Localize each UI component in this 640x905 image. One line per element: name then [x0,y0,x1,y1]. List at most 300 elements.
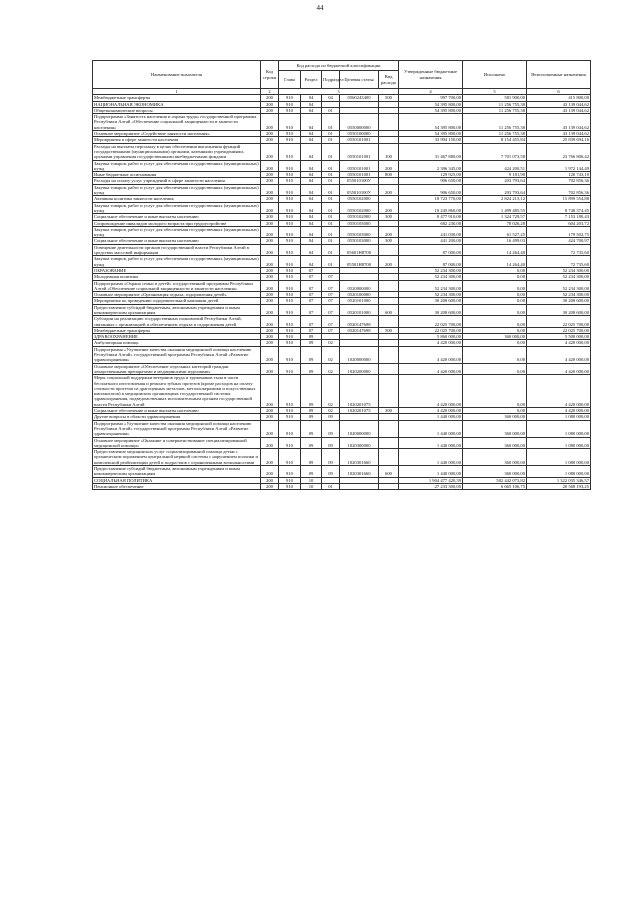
row-executed: 360 000,00 [463,334,527,340]
row-expense-type: 100 [379,143,399,160]
column-index: 5 [463,89,527,95]
row-code: 200 [261,414,279,420]
row-code: 200 [261,238,279,244]
row-podrazdel: 02 [322,363,340,375]
row-executed: 2 824 215,12 [463,196,527,202]
row-target-item: 0520147698 [340,316,379,328]
row-glava: 910 [279,414,301,420]
row-executed: 61 527,25 [463,226,527,238]
row-approved: 1 440 000,00 [399,414,463,420]
row-target-item: 0550102000 [340,214,379,220]
row-unexecuted: 43 139 044,62 [527,114,591,131]
row-razdel: 04 [301,101,322,107]
row-glava: 910 [279,114,301,131]
row-glava: 910 [279,172,301,178]
row-target-item: 0520100000 [340,292,379,298]
row-razdel: 10 [301,483,322,489]
row-name: Другие вопросы в области здравоохранения [93,414,261,420]
row-unexecuted: 43 139 044,62 [527,131,591,137]
table-row [93,244,591,256]
row-razdel: 04 [301,172,322,178]
row-executed: 360 000,00 [463,414,527,420]
row-razdel: 09 [301,334,322,340]
row-razdel: 04 [301,214,322,220]
row-name: Амбулаторная помощь [93,340,261,346]
row-podrazdel: 07 [322,292,340,298]
table-row [93,202,591,214]
row-code: 200 [261,143,279,160]
row-podrazdel: 01 [322,137,340,143]
row-razdel: 07 [301,316,322,328]
row-approved: 4 420 000,00 [399,363,463,375]
row-executed: 0,00 [463,375,527,408]
row-glava: 910 [279,137,301,143]
row-podrazdel: 09 [322,466,340,478]
row-podrazdel: 09 [322,420,340,437]
row-expense-type: 500 [379,327,399,333]
row-expense-type [379,363,399,375]
row-glava: 910 [279,160,301,172]
row-unexecuted: 415 800,00 [527,95,591,101]
row-target-item: 0550101001 [340,160,379,172]
row-podrazdel: 07 [322,304,340,316]
row-target-item: 1020200000 [340,363,379,375]
row-approved: 4 420 000,00 [399,340,463,346]
row-expense-type: 500 [379,95,399,101]
row-razdel: 04 [301,160,322,172]
row-code: 200 [261,420,279,437]
row-unexecuted: 15 899 554,88 [527,196,591,202]
row-unexecuted: 43 139 044,62 [527,107,591,113]
row-unexecuted: 1 972 144,49 [527,160,591,172]
row-target-item: 0550101001 [340,143,379,160]
row-podrazdel: 01 [322,202,340,214]
row-razdel: 04 [301,143,322,160]
row-podrazdel: 09 [322,449,340,466]
row-expense-type: 200 [379,184,399,196]
row-razdel: 04 [301,184,322,196]
row-approved: 33 994 150,00 [399,137,463,143]
row-razdel: 04 [301,238,322,244]
row-approved: 906 650,00 [399,178,463,184]
row-unexecuted: 23 766 806,42 [527,143,591,160]
row-unexecuted: 5 500 000,00 [527,334,591,340]
row-code: 200 [261,483,279,489]
row-razdel: 04 [301,196,322,202]
row-unexecuted: 604 203,72 [527,220,591,226]
row-approved: 30 208 600,00 [399,298,463,304]
row-unexecuted: 4 420 000,00 [527,375,591,408]
row-glava: 910 [279,483,301,489]
table-row [93,160,591,172]
table-row [93,114,591,131]
row-expense-type [379,483,399,489]
row-code: 200 [261,363,279,375]
row-glava: 910 [279,196,301,202]
row-approved: 1 440 000,00 [399,420,463,437]
row-approved: 54 395 800,00 [399,131,463,137]
row-podrazdel: 02 [322,408,340,414]
header-glava: Глава [279,71,301,89]
row-code: 200 [261,449,279,466]
row-name: Подпрограмма «Улучшение качества оказания медицинской помощи населению Республики Алтай» государственной программы Республики Алтай «Развитие здравоохранения» [93,346,261,363]
row-code: 200 [261,274,279,280]
row-glava: 910 [279,101,301,107]
table-row [93,437,591,449]
row-expense-type: 300 [379,408,399,414]
row-razdel: 07 [301,327,322,333]
row-razdel: 07 [301,267,322,273]
row-name: Межбюджетные трансферты [93,95,261,101]
row-name: СОЦИАЛЬНАЯ ПОЛИТИКА [93,477,261,483]
row-executed: 360 000,00 [463,420,527,437]
row-glava: 910 [279,316,301,328]
budget-execution-table [92,60,591,490]
row-razdel: 10 [301,477,322,483]
row-code: 200 [261,327,279,333]
table-row [93,304,591,316]
row-razdel: 04 [301,256,322,268]
row-glava: 910 [279,131,301,137]
row-razdel: 07 [301,298,322,304]
header-unexecuted: Неисполненные назначения [527,61,591,89]
row-glava: 910 [279,375,301,408]
row-glava: 910 [279,292,301,298]
row-name: Подпрограмма «Улучшение качества оказания медицинской помощи населению Республики Алтай» государственной программы Республики Алтай «Развитие здравоохранения» [93,420,261,437]
row-name: Закупка товаров, работ и услуг для обеспечения государственных (муниципальных) нужд [94,226,259,238]
row-unexecuted: 1 080 000,00 [527,420,591,437]
table-row [93,143,591,160]
row-unexecuted: 1 080 000,00 [527,414,591,420]
row-expense-type: 300 [379,238,399,244]
row-executed: 0,00 [463,340,527,346]
row-code: 200 [261,375,279,408]
row-code: 200 [261,196,279,202]
row-executed: 0,00 [463,267,527,273]
row-target-item: 05501Н8700 [340,256,379,268]
row-razdel: 07 [301,274,322,280]
table-row [93,466,591,478]
row-podrazdel: 01 [322,131,340,137]
row-executed: 0,00 [463,327,527,333]
row-glava: 910 [279,95,301,101]
row-unexecuted: 72 735,60 [527,256,591,268]
row-target-item: 1020301660 [340,466,379,478]
row-executed: 78 026,28 [463,220,527,226]
row-expense-type: 200 [379,226,399,238]
row-unexecuted: 20 568 193,25 [527,483,591,489]
row-unexecuted: 1 080 000,00 [527,466,591,478]
row-expense-type: 600 [379,466,399,478]
row-razdel: 09 [301,414,322,420]
row-expense-type: 200 [379,256,399,268]
row-glava: 910 [279,267,301,273]
row-unexecuted: 4 420 000,00 [527,346,591,363]
row-executed: 0,00 [463,346,527,363]
row-glava: 910 [279,280,301,292]
row-glava: 910 [279,304,301,316]
row-code: 200 [261,304,279,316]
row-target-item: 0520101000 [340,298,379,304]
table-row [93,375,591,408]
row-approved: 22 025 700,00 [399,316,463,328]
row-glava: 910 [279,340,301,346]
row-approved: 52 234 300,00 [399,267,463,273]
row-approved: 2 396 345,00 [399,160,463,172]
row-unexecuted: 25 839 694,16 [527,137,591,143]
row-approved: 4 420 000,00 [399,408,463,414]
row-razdel: 09 [301,340,322,346]
row-podrazdel: 01 [322,184,340,196]
row-podrazdel: 09 [322,437,340,449]
row-code: 200 [261,226,279,238]
row-executed: 0,00 [463,298,527,304]
row-name: Подпрограмма «Охрана семьи и детей» государственной программы Республики Алтай «Обеспечение социальной защищенности и занятости населения» [93,280,261,292]
table-row [93,346,591,363]
row-podrazdel: 02 [322,346,340,363]
row-code: 200 [261,466,279,478]
row-name: Иные бюджетные ассигнования [93,172,261,178]
row-name: Подпрограмма «Занятость населения и охрана труда» государственной программы Республики Алтай «Обеспечение социальной защищенности и занятости населения» [93,114,261,131]
row-razdel: 09 [301,466,322,478]
row-podrazdel: 07 [322,327,340,333]
table-row [93,316,591,328]
row-name: ЗДРАВООХРАНЕНИЕ [93,334,261,340]
row-code: 200 [261,202,279,214]
row-code: 200 [261,95,279,101]
row-name: ОБРАЗОВАНИЕ [93,267,261,273]
row-target-item: 0550100000 [340,131,379,137]
row-executed: 203 793,64 [463,184,527,196]
table-body [93,95,591,490]
column-index: 1 [93,89,261,95]
row-unexecuted: 52 234 300,00 [527,267,591,273]
row-executed: 11 256 755,38 [463,101,527,107]
row-approved: 1 440 000,00 [399,449,463,466]
row-target-item: 0520101000 [340,304,379,316]
row-razdel: 07 [301,280,322,292]
row-podrazdel: 02 [322,375,340,408]
row-unexecuted: 52 234 300,00 [527,292,591,298]
row-glava: 910 [279,477,301,483]
row-name: Меры социальной поддержки ветеранов труда и тружеников тыла в части бесплатного изготовления и ремонта зубных протезов (кроме расходов на оплату стоимости протезов из драгоценных металлов, металлокерамики и искусственных имплантатов) в медицинских организациях государственной системы здравоохранения, подведомственных исполнительным органам государственной власти Республики Алтай [93,375,261,408]
row-approved: 52 234 300,00 [399,274,463,280]
row-podrazdel: 09 [322,414,340,420]
row-executed: 16 499,03 [463,238,527,244]
table-header [93,61,591,95]
row-glava: 910 [279,178,301,184]
header-expense-type: Вид расхода [379,71,399,89]
row-code: 200 [261,178,279,184]
row-expense-type [379,449,399,466]
row-executed: 582 442 073,82 [463,477,527,483]
row-podrazdel: 01 [322,178,340,184]
row-unexecuted: 8 746 374,45 [527,202,591,214]
row-approved: 27 233 300,00 [399,483,463,489]
row-podrazdel: 01 [322,483,340,489]
row-glava: 910 [279,214,301,220]
row-podrazdel: 01 [322,238,340,244]
row-name: Предоставление медицинских услуг социализированной помощи детям с органическим поражением центральной нервной системы с нарушением психики и комплексной реабилитации детей и подростков с ограниченными возможностями [93,449,261,466]
row-target-item: 0550102000 [340,196,379,202]
header-budget-code: Код расхода по бюджетной классификации [279,61,399,71]
row-target-item: 0520147698 [340,327,379,333]
row-name: Мероприятия в сфере занятости населения [93,137,261,143]
row-executed: 9 181,90 [463,172,527,178]
header-approved: Утвержденные бюджетные назначения [399,61,463,89]
row-podrazdel: 01 [322,143,340,160]
row-target-item: 0550102000 [340,202,379,214]
row-unexecuted: 4 420 000,00 [527,363,591,375]
row-name: Основное мероприятие «Организация отдыха, оздоровления детей» [93,292,261,298]
row-name: Мероприятия по проведению оздоровительной кампании детей [93,298,261,304]
row-approved: 906 650,00 [399,184,463,196]
row-razdel: 04 [301,131,322,137]
row-unexecuted: 424 700,97 [527,238,591,244]
row-expense-type [379,114,399,131]
row-podrazdel: 01 [322,196,340,202]
row-name: Пенсионное обеспечение [93,483,261,489]
row-razdel: 07 [301,292,322,298]
row-razdel: 04 [301,114,322,131]
row-expense-type [379,346,399,363]
row-glava: 910 [279,244,301,256]
table-row [93,256,591,268]
row-target-item: 1020201075 [340,375,379,408]
row-code: 200 [261,220,279,226]
row-approved: 18 723 770,00 [399,196,463,202]
row-glava: 910 [279,408,301,414]
row-approved: 10 245 860,00 [399,202,463,214]
row-executed: 14 264,40 [463,244,527,256]
row-expense-type [379,375,399,408]
row-razdel: 09 [301,437,322,449]
row-approved: 997 700,00 [399,95,463,101]
row-target-item: 0550103000 [340,220,379,226]
row-approved: 441 200,00 [399,238,463,244]
row-razdel: 04 [301,202,322,214]
row-razdel: 04 [301,137,322,143]
row-code: 200 [261,408,279,414]
row-razdel: 04 [301,220,322,226]
row-code: 200 [261,477,279,483]
row-expense-type: 300 [379,214,399,220]
row-unexecuted: 1 080 000,00 [527,449,591,466]
row-expense-type [379,437,399,449]
row-code: 200 [261,244,279,256]
row-glava: 910 [279,346,301,363]
row-razdel: 04 [301,178,322,184]
row-code: 200 [261,298,279,304]
row-target-item: 055010100У [340,184,379,196]
row-code: 200 [261,256,279,268]
row-code: 200 [261,280,279,292]
row-code: 200 [261,131,279,137]
row-razdel: 04 [301,226,322,238]
row-name: Основное мероприятие «Обеспечение отдельных категорий граждан лекарственными препаратами и медицинскими изделиями» [93,363,261,375]
row-podrazdel: 01 [322,256,340,268]
row-podrazdel: 01 [322,244,340,256]
row-name: Субсидии на реализацию государственных полномочий Республики Алтай, связанных с организацией и обеспечением отдыха и оздоровления детей [93,316,261,328]
row-approved: 8 477 910,00 [399,214,463,220]
row-executed: 203 793,64 [463,178,527,184]
row-razdel: 07 [301,304,322,316]
row-approved: 682 230,00 [399,220,463,226]
row-podrazdel: 01 [322,172,340,178]
row-glava: 910 [279,437,301,449]
header-razdel: Раздел [301,71,322,89]
row-name: Закупка товаров, работ и услуг для обеспечения государственных (муниципальных) нужд [94,184,259,196]
row-name: Закупка товаров, работ и услуг для обеспечения государственных (муниципальных) нужд [94,256,259,267]
header-podrazdel: Подраздел [322,71,340,89]
row-unexecuted: 7 153 180,43 [527,214,591,220]
row-razdel: 09 [301,375,322,408]
table-row [93,449,591,466]
row-code: 200 [261,437,279,449]
row-approved: 31 467 880,00 [399,143,463,160]
row-expense-type [379,420,399,437]
row-expense-type: 800 [379,172,399,178]
row-executed: 0,00 [463,304,527,316]
row-approved: 22 025 700,00 [399,327,463,333]
row-name: Молодежная политика [93,274,261,280]
row-glava: 910 [279,226,301,238]
row-executed: 0,00 [463,292,527,298]
table-row [93,420,591,437]
row-expense-type [379,280,399,292]
row-glava: 910 [279,256,301,268]
row-target-item: 0550000000 [340,114,379,131]
row-unexecuted: 43 139 044,62 [527,101,591,107]
table-row [93,226,591,238]
row-target-item: 0520000000 [340,280,379,292]
column-index: 6 [527,89,591,95]
row-target-item: 1020301660 [340,449,379,466]
row-executed: 0,00 [463,316,527,328]
row-approved: 54 395 800,00 [399,114,463,131]
row-code: 200 [261,107,279,113]
row-target-item: 0550103000 [340,226,379,238]
row-glava: 910 [279,220,301,226]
row-code: 200 [261,267,279,273]
row-name: Социальное обеспечение и иные выплаты населению [93,408,261,414]
row-name: Сопровождение инвалидов молодого возраста при трудоустройстве [93,220,261,226]
row-approved: 52 234 300,00 [399,280,463,292]
row-glava: 910 [279,327,301,333]
row-glava: 910 [279,143,301,160]
row-name: Активная политика занятости населения [93,196,261,202]
table-row [93,483,591,489]
row-podrazdel: 01 [322,160,340,172]
row-glava: 910 [279,363,301,375]
row-razdel: 04 [301,107,322,113]
row-approved: 241 030,00 [399,226,463,238]
header-target-item: Целевая статья [340,71,379,89]
row-podrazdel: 07 [322,274,340,280]
row-glava: 910 [279,184,301,196]
row-name: Освещение деятельности органов государственной власти Республики Алтай в средствах массовой информации [93,244,261,256]
row-executed: 360 000,00 [463,449,527,466]
row-unexecuted: 72 735,60 [527,244,591,256]
row-target-item: 1020000000 [340,420,379,437]
row-unexecuted: 52 234 300,00 [527,280,591,292]
row-code: 200 [261,346,279,363]
row-razdel: 09 [301,363,322,375]
row-unexecuted: 52 234 300,00 [527,274,591,280]
row-podrazdel: 01 [322,114,340,131]
row-razdel: 04 [301,244,322,256]
row-name: Предоставление субсидий бюджетным, автономным учреждениям и иным некоммерческим организациям [93,304,261,316]
